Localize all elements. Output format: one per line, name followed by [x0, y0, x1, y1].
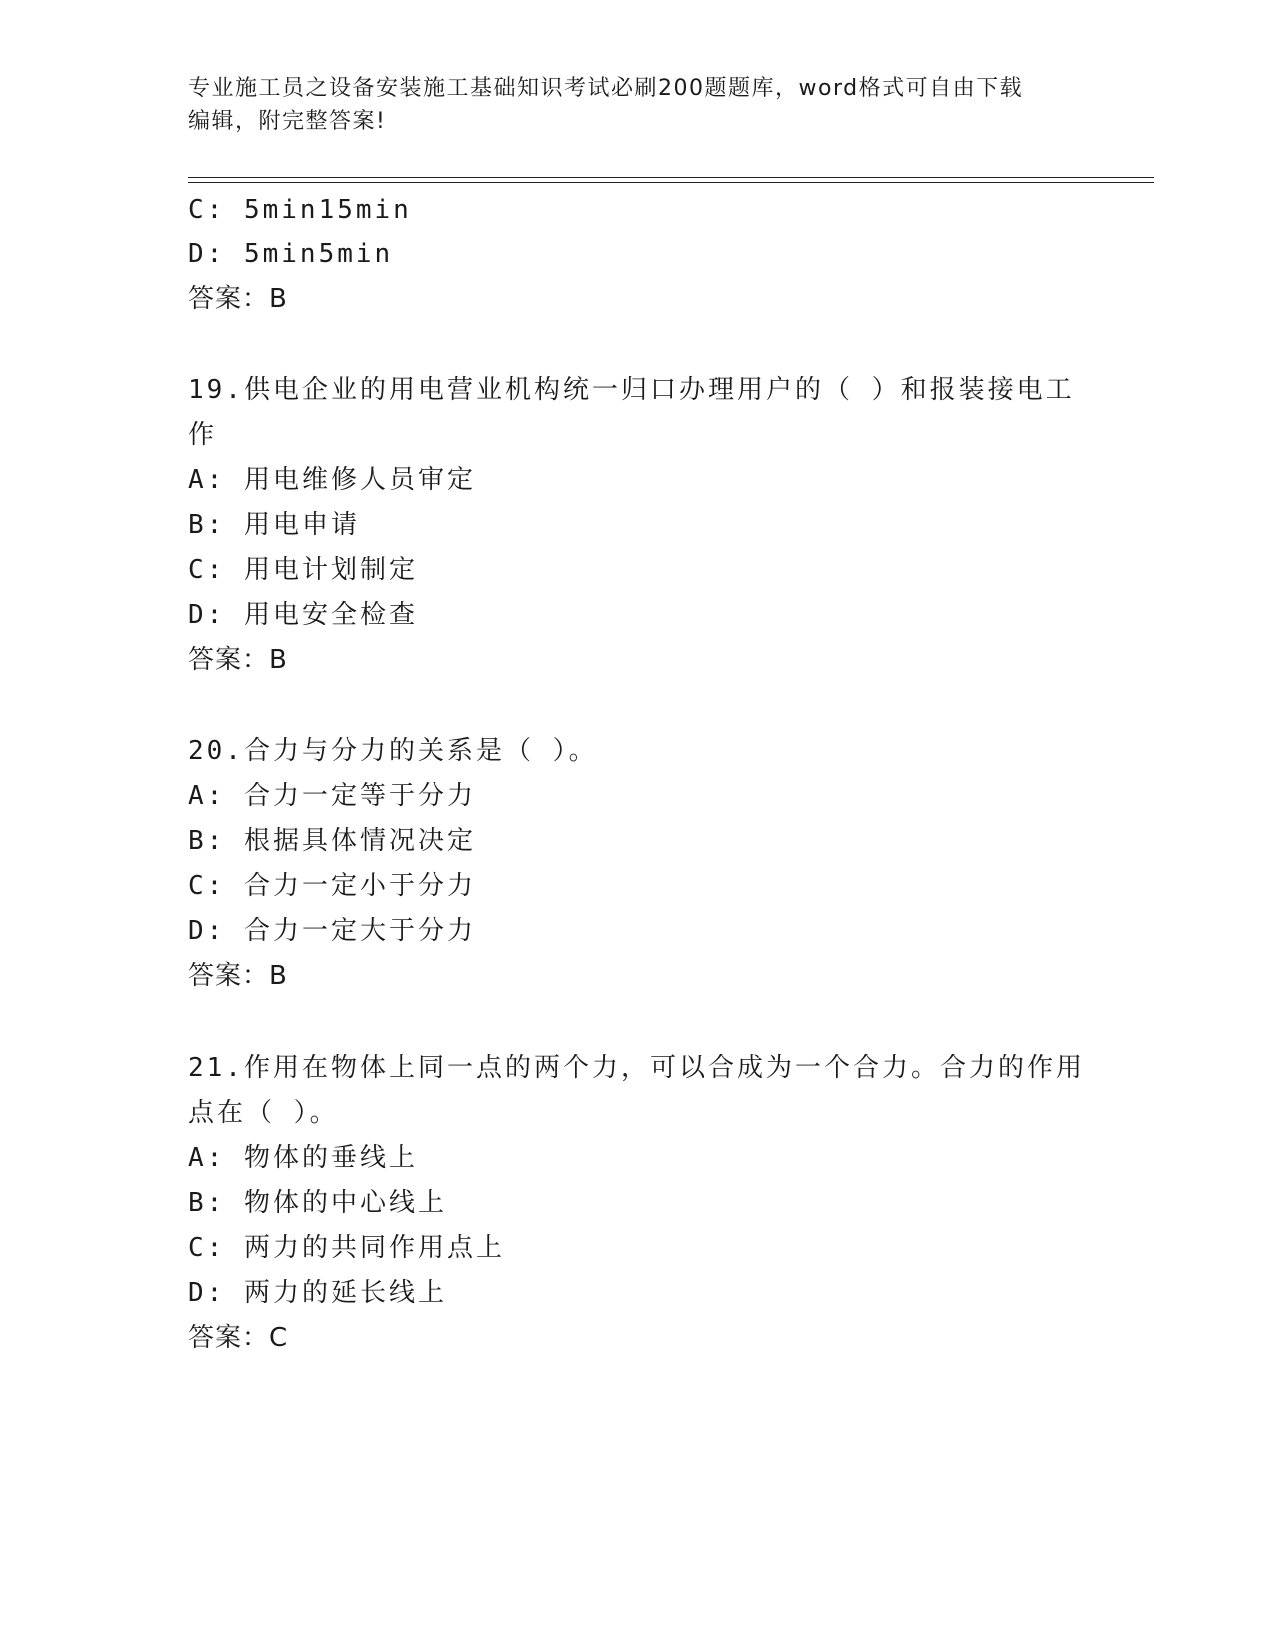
q19-stem-line2: 作 — [188, 420, 218, 450]
prev-option-d: D: 5min5min — [188, 239, 394, 269]
q21-option-b: B: 物体的中心线上 — [188, 1188, 447, 1218]
header-divider-bottom — [188, 182, 1154, 183]
q20-option-d: D: 合力一定大于分力 — [188, 916, 476, 946]
q19-stem-line1: 19.供电企业的用电营业机构统一归口办理用户的（ ）和报装接电工 — [188, 375, 1075, 405]
q21-stem-line1: 21.作用在物体上同一点的两个力，可以合成为一个合力。合力的作用 — [188, 1053, 1085, 1083]
q19-answer: 答案：B — [188, 645, 288, 675]
q20-answer: 答案：B — [188, 961, 288, 991]
q21-answer: 答案：C — [188, 1323, 289, 1353]
header-title-line1: 专业施工员之设备安装施工基础知识考试必刷200题题库，word格式可自由下载 — [188, 76, 1024, 101]
q21-stem-line2: 点在（ ）。 — [188, 1098, 339, 1128]
q19-option-c: C: 用电计划制定 — [188, 555, 418, 585]
q20-option-c: C: 合力一定小于分力 — [188, 871, 476, 901]
document-header — [188, 72, 1068, 138]
header-divider-top — [188, 177, 1154, 178]
q20-option-a: A: 合力一定等于分力 — [188, 781, 476, 811]
q21-option-a: A: 物体的垂线上 — [188, 1143, 418, 1173]
prev-answer: 答案：B — [188, 284, 288, 314]
q19-option-a: A: 用电维修人员审定 — [188, 465, 476, 495]
header-title-line2: 编辑，附完整答案! — [188, 109, 387, 134]
q21-option-d: D: 两力的延长线上 — [188, 1278, 447, 1308]
prev-option-c: C: 5min15min — [188, 195, 412, 225]
q19-option-b: B: 用电申请 — [188, 510, 360, 540]
q19-option-d: D: 用电安全检查 — [188, 600, 418, 630]
q20-option-b: B: 根据具体情况决定 — [188, 826, 476, 856]
q21-option-c: C: 两力的共同作用点上 — [188, 1233, 505, 1263]
q20-stem-line1: 20.合力与分力的关系是（ ）。 — [188, 736, 598, 766]
